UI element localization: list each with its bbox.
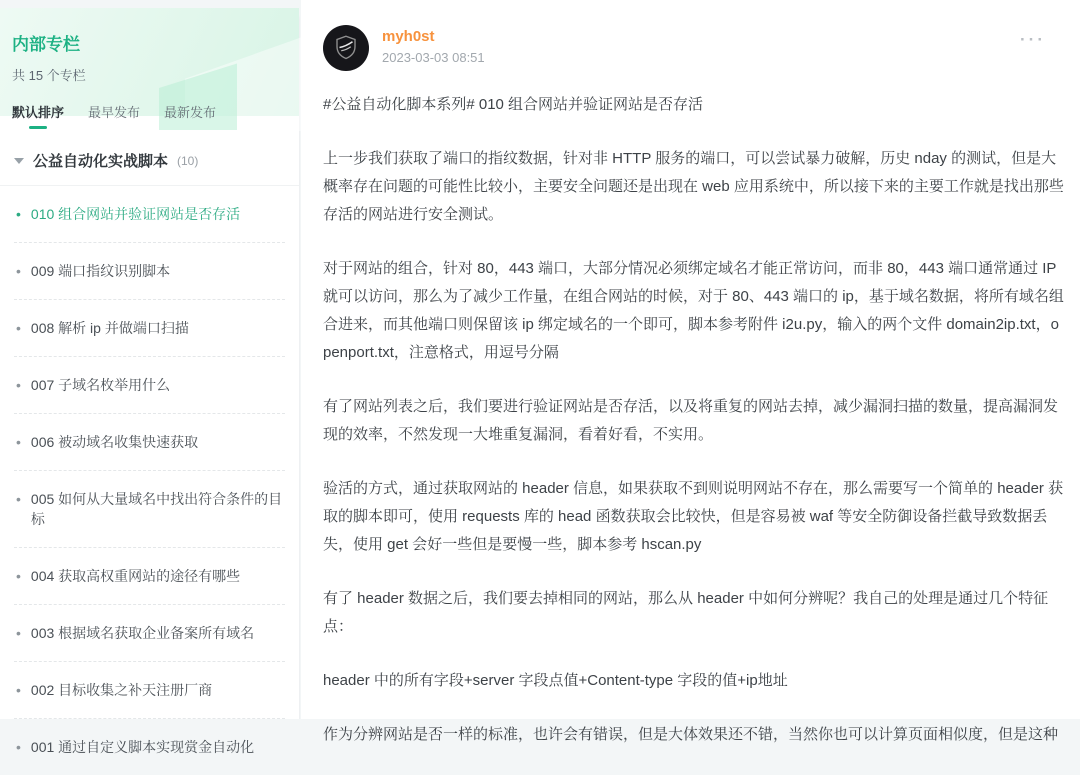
sort-tabs: [12, 102, 287, 129]
list-item[interactable]: [14, 242, 285, 299]
post-paragraph: header 中的所有字段+server 字段点值+Content-type 字段的值+ip地址: [323, 672, 788, 689]
more-options-icon[interactable]: ···: [1020, 30, 1046, 49]
post-panel: [301, 0, 1080, 743]
list-item[interactable]: [14, 470, 285, 547]
sort-tab-label: 最新发布: [164, 105, 217, 120]
bullet-icon: •: [16, 491, 21, 507]
bullet-icon: •: [16, 739, 21, 755]
column-count: 共 15 个专栏: [12, 68, 86, 83]
post-header: [323, 25, 1060, 71]
section-title: 公益自动化实战脚本: [33, 153, 169, 170]
column-list: [0, 186, 299, 775]
sort-tab[interactable]: [164, 102, 216, 129]
list-item-label: 005 如何从大量域名中找出符合条件的目标: [30, 491, 283, 527]
bullet-icon: •: [16, 320, 21, 336]
columns-sidebar: [0, 8, 300, 755]
list-item-label: 002 目标收集之补天注册厂商: [30, 682, 213, 698]
sidebar-title: 内部专栏: [12, 35, 80, 54]
active-tab-underline: [29, 126, 47, 129]
post-paragraph: 上一步我们获取了端口的指纹数据，针对非 HTTP 服务的端口，可以尝试暴力破解，历史 nday 的测试，但是大概率存在问题的可能性比较小，主要安全问题还是出现在 web 应用系统中，所以接下来的主要工作就是找出那些存活的网站进行安全测试。: [323, 150, 1064, 223]
bullet-icon: •: [16, 263, 21, 279]
list-item-label: 001 通过自定义脚本实现赏金自动化: [30, 739, 255, 755]
post-paragraph: 验活的方式，通过获取网站的 header 信息，如果获取不到则说明网站不存在，那么需要写一个简单的 header 获取的脚本即可，使用 requests 库的 head 函数获取会比较快，但是容易被 waf 等安全防御设备拦截导致数据丢失，使用 get 会好一些但是要慢一些，脚本参考 hscan.py: [323, 480, 1064, 553]
bullet-icon: •: [16, 434, 21, 450]
post-paragraph: 有了 header 数据之后，我们要去掉相同的网站，那么从 header 中如何分辨呢？我自己的处理是通过几个特征点：: [323, 590, 1049, 635]
chevron-down-icon: [14, 158, 24, 164]
post-paragraph: 有了网站列表之后，我们要进行验证网站是否存活，以及将重复的网站去掉，减少漏洞扫描的数量，提高漏洞发现的效率，不然发现一大堆重复漏洞，看着好看，不实用。: [323, 398, 1059, 443]
list-item-label: 007 子域名枚举用什么: [30, 377, 171, 393]
avatar[interactable]: [323, 25, 369, 71]
list-item-label: 010 组合网站并验证网站是否存活: [30, 206, 241, 222]
list-item[interactable]: [14, 547, 285, 604]
sort-tab[interactable]: [12, 102, 64, 129]
list-item[interactable]: [14, 661, 285, 718]
section-count: (10): [177, 153, 199, 168]
list-item-label: 009 端口指纹识别脚本: [30, 263, 171, 279]
post-paragraph: 作为分辨网站是否一样的标准，也许会有错误，但是大体效果还不错，当然你也可以计算页面相似度，但是这种: [323, 726, 1059, 743]
sort-tab-label: 默认排序: [12, 105, 65, 120]
list-item-label: 008 解析 ip 并做端口扫描: [30, 320, 189, 336]
bullet-icon: •: [16, 568, 21, 584]
author-block: [382, 25, 485, 65]
bullet-icon: •: [16, 625, 21, 641]
bullet-icon: •: [16, 682, 21, 698]
list-item[interactable]: [14, 299, 285, 356]
author-name[interactable]: myh0st: [382, 28, 435, 45]
list-item[interactable]: [14, 413, 285, 470]
shield-logo-icon: [331, 33, 361, 63]
list-item-label: 006 被动域名收集快速获取: [30, 434, 199, 450]
post-body: [323, 91, 1065, 749]
list-item[interactable]: [14, 356, 285, 413]
post-timestamp: 2023-03-03 08:51: [382, 50, 485, 65]
list-item[interactable]: [14, 186, 285, 242]
list-item-label: 003 根据域名获取企业备案所有域名: [30, 625, 255, 641]
list-item[interactable]: [14, 718, 285, 775]
list-item[interactable]: [14, 604, 285, 661]
post-paragraph: 对于网站的组合，针对 80，443 端口，大部分情况必须绑定域名才能正常访问，而非 80，443 端口通常通过 IP 就可以访问，那么为了减少工作量，在组合网站的时候，对于 80、443 端口的 ip，基于域名数据，将所有域名组合进来，而其他端口则保留该 ip 绑定域名的一个即可，脚本参考附件 i2u.py，输入的两个文件 domain2ip.txt，openport.txt，注意格式，用逗号分隔: [323, 260, 1064, 361]
sort-tab-label: 最早发布: [88, 105, 141, 120]
bullet-icon: •: [16, 377, 21, 393]
sidebar-header: [0, 8, 299, 120]
bullet-icon: •: [16, 206, 21, 222]
list-item-label: 004 获取高权重网站的途径有哪些: [30, 568, 241, 584]
post-title: #公益自动化脚本系列# 010 组合网站并验证网站是否存活: [323, 96, 704, 113]
sort-tab[interactable]: [88, 102, 140, 129]
